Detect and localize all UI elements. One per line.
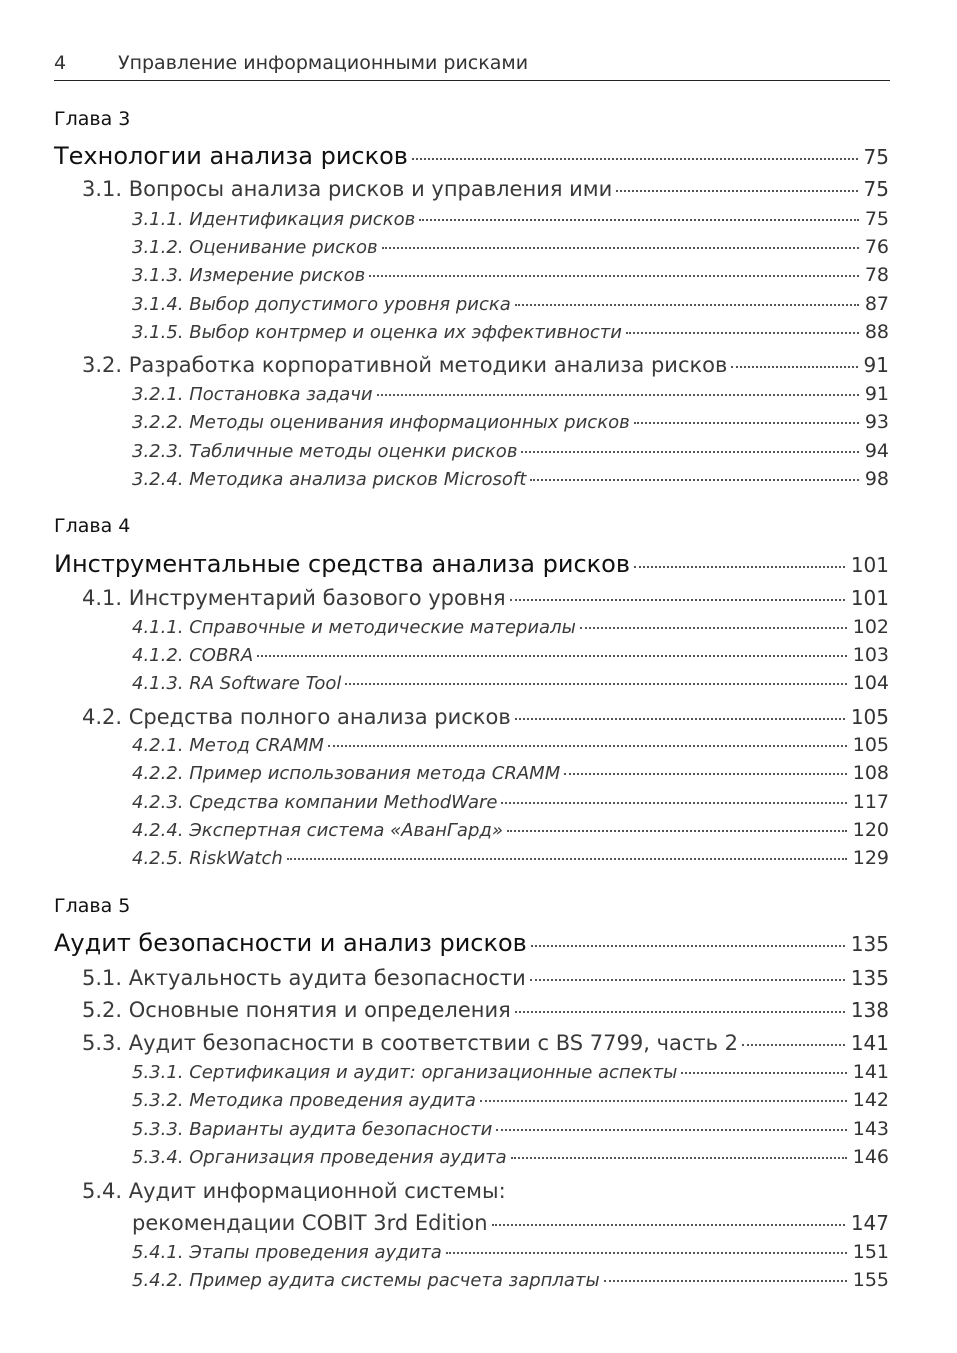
dot-leader: [531, 944, 845, 947]
toc-subsection-entry[interactable]: [132, 321, 889, 343]
toc-subsection-entry[interactable]: [132, 1061, 889, 1083]
toc-section-entry[interactable]: [82, 966, 889, 990]
toc-subsection-entry[interactable]: [132, 672, 889, 694]
toc-title: 5.4.1. Этапы проведения аудита: [132, 1242, 442, 1263]
toc-page: 94: [864, 440, 889, 462]
toc-title: 5.3.1. Сертификация и аудит: организационные аспекты: [132, 1062, 678, 1083]
dot-leader: [604, 1279, 847, 1282]
toc-section-entry[interactable]: [82, 1031, 889, 1055]
dot-leader: [257, 654, 847, 657]
toc-title: 5.3.4. Организация проведения аудита: [132, 1147, 507, 1168]
dot-leader: [492, 1223, 845, 1226]
toc-section-title-first-line[interactable]: 5.4. Аудит информационной системы:: [82, 1179, 506, 1203]
dot-leader: [480, 1099, 847, 1102]
toc-title: 4.1.3. RA Software Tool: [132, 673, 342, 694]
chapter-label: Глава 3: [54, 108, 131, 130]
toc-title: 4.1.1. Справочные и методические материалы: [132, 617, 576, 638]
toc-title: 4.2.1. Метод CRAMM: [132, 735, 324, 756]
toc-page: 155: [852, 1269, 889, 1291]
running-title: Управление информационными рисками: [118, 52, 529, 74]
toc-page: 101: [850, 553, 889, 577]
toc-subsection-entry[interactable]: [132, 1118, 889, 1140]
dot-leader: [328, 744, 847, 747]
toc-section-entry[interactable]: [82, 586, 889, 610]
toc-subsection-entry[interactable]: [132, 440, 889, 462]
toc-page: 138: [850, 998, 889, 1022]
toc-page: 76: [864, 236, 889, 258]
toc-page: 101: [850, 586, 889, 610]
toc-subsection-entry[interactable]: [132, 293, 889, 315]
toc-subsection-entry[interactable]: [132, 1241, 889, 1263]
toc-page: 135: [850, 966, 889, 990]
toc-title: 4.2. Средства полного анализа рисков: [82, 705, 511, 729]
toc-section-entry[interactable]: [82, 998, 889, 1022]
toc-subsection-entry[interactable]: [132, 208, 889, 230]
toc-title: 3.2.4. Методика анализа рисков Microsoft: [132, 469, 527, 490]
toc-section-entry[interactable]: [82, 705, 889, 729]
toc-title: 3.1.3. Измерение рисков: [132, 265, 366, 286]
toc-chapter-entry[interactable]: [54, 142, 889, 170]
toc-page: 75: [863, 145, 889, 169]
dot-leader: [521, 450, 858, 453]
toc-title: Аудит безопасности и анализ рисков: [54, 929, 527, 957]
toc-title: 4.1.2. COBRA: [132, 645, 254, 666]
toc-subsection-entry[interactable]: [132, 383, 889, 405]
toc-page: 91: [863, 353, 889, 377]
dot-leader: [510, 598, 845, 601]
toc-page: 120: [852, 819, 889, 841]
dot-leader: [530, 978, 845, 981]
toc-page: 129: [852, 847, 889, 869]
toc-title: Технологии анализа рисков: [54, 142, 408, 170]
toc-page: 87: [864, 293, 889, 315]
toc-page: 93: [864, 411, 889, 433]
dot-leader: [496, 1128, 846, 1131]
toc-title: 3.1.4. Выбор допустимого уровня риска: [132, 294, 511, 315]
dot-leader: [681, 1071, 846, 1074]
toc-title: 3.1.5. Выбор контрмер и оценка их эффективности: [132, 322, 622, 343]
chapter-label: Глава 5: [54, 895, 131, 917]
toc-title: Инструментальные средства анализа рисков: [54, 550, 630, 578]
dot-leader: [515, 303, 859, 306]
toc-page: 151: [852, 1241, 889, 1263]
toc-title: 5.3.3. Варианты аудита безопасности: [132, 1119, 493, 1140]
page-number: 4: [54, 52, 67, 74]
toc-title: 3.1.2. Оценивание рисков: [132, 237, 378, 258]
toc-subsection-entry[interactable]: [132, 734, 889, 756]
toc-title: 3.2.1. Постановка задачи: [132, 384, 373, 405]
toc-title: 4.2.3. Средства компании MethodWare: [132, 792, 498, 813]
dot-leader: [507, 829, 847, 832]
toc-page: 91: [864, 383, 889, 405]
toc-subsection-entry[interactable]: [132, 819, 889, 841]
dot-leader: [530, 478, 858, 481]
toc-title: 5.3.2. Методика проведения аудита: [132, 1090, 476, 1111]
toc-page: 147: [850, 1211, 889, 1235]
toc-subsection-entry[interactable]: [132, 1089, 889, 1111]
toc-title: 4.2.5. RiskWatch: [132, 848, 283, 869]
toc-title: 5.3. Аудит безопасности в соответствии с BS 7799, часть 2: [82, 1031, 739, 1055]
toc-page: 143: [852, 1118, 889, 1140]
dot-leader: [731, 365, 857, 368]
dot-leader: [634, 421, 859, 424]
dot-leader: [580, 626, 847, 629]
dot-leader: [742, 1043, 845, 1046]
toc-page: 78: [864, 264, 889, 286]
toc-page: 142: [852, 1089, 889, 1111]
dot-leader: [626, 331, 859, 334]
toc-subsection-entry[interactable]: [132, 762, 889, 784]
toc-section-entry[interactable]: [132, 1211, 889, 1235]
dot-leader: [287, 857, 847, 860]
toc-page: 117: [852, 791, 889, 813]
toc-page: 141: [852, 1061, 889, 1083]
toc-title: 3.1. Вопросы анализа рисков и управления ими: [82, 177, 613, 201]
dot-leader: [419, 218, 859, 221]
running-header: [54, 50, 890, 81]
toc-title: 5.2. Основные понятия и определения: [82, 998, 511, 1022]
toc-subsection-entry[interactable]: [132, 236, 889, 258]
dot-leader: [634, 565, 845, 568]
toc-section-entry[interactable]: [82, 353, 889, 377]
toc-title: 3.1.1. Идентификация рисков: [132, 209, 416, 230]
toc-subsection-entry[interactable]: [132, 264, 889, 286]
toc-title: 3.2.2. Методы оценивания информационных рисков: [132, 412, 630, 433]
toc-title: 3.2. Разработка корпоративной методики анализа рисков: [82, 353, 728, 377]
toc-page: 104: [852, 672, 889, 694]
dot-leader: [446, 1251, 847, 1254]
toc-title: 3.2.3. Табличные методы оценки рисков: [132, 441, 518, 462]
dot-leader: [382, 246, 859, 249]
toc-page: 103: [852, 644, 889, 666]
dot-leader: [511, 1156, 847, 1159]
toc-page: 135: [850, 932, 889, 956]
toc-subsection-entry[interactable]: [132, 1146, 889, 1168]
toc-title: 4.2.2. Пример использования метода CRAMM: [132, 763, 561, 784]
toc-chapter-entry[interactable]: [54, 550, 889, 578]
toc-page: 88: [864, 321, 889, 343]
toc-page: 105: [850, 705, 889, 729]
toc-page: 108: [852, 762, 889, 784]
toc-subsection-entry[interactable]: [132, 847, 889, 869]
chapter-label: Глава 4: [54, 515, 131, 537]
toc-page: 141: [850, 1031, 889, 1055]
toc-page: 102: [852, 616, 889, 638]
dot-leader: [564, 772, 847, 775]
dot-leader: [515, 1010, 845, 1013]
toc-page: 146: [852, 1146, 889, 1168]
toc-subsection-entry[interactable]: [132, 791, 889, 813]
toc-title: 5.1. Актуальность аудита безопасности: [82, 966, 526, 990]
toc-subsection-entry[interactable]: [132, 468, 889, 490]
dot-leader: [369, 274, 859, 277]
dot-leader: [377, 393, 859, 396]
toc-title: 5.4.2. Пример аудита системы расчета зарплаты: [132, 1270, 600, 1291]
toc-chapter-entry[interactable]: [54, 929, 889, 957]
dot-leader: [412, 157, 858, 160]
toc-subsection-entry[interactable]: [132, 644, 889, 666]
toc-page: 98: [864, 468, 889, 490]
toc-title: 4.1. Инструментарий базового уровня: [82, 586, 506, 610]
dot-leader: [345, 682, 846, 685]
toc-section-entry[interactable]: [82, 177, 889, 201]
toc-page: 75: [864, 208, 889, 230]
toc-page: 75: [863, 177, 889, 201]
toc-title: 4.2.4. Экспертная система «АванГард»: [132, 820, 503, 841]
dot-leader: [501, 801, 846, 804]
toc-subsection-entry[interactable]: [132, 1269, 889, 1291]
dot-leader: [515, 717, 845, 720]
toc-page: 105: [852, 734, 889, 756]
toc-title: рекомендации COBIT 3rd Edition: [132, 1211, 488, 1235]
toc-subsection-entry[interactable]: [132, 616, 889, 638]
toc-subsection-entry[interactable]: [132, 411, 889, 433]
dot-leader: [616, 189, 857, 192]
